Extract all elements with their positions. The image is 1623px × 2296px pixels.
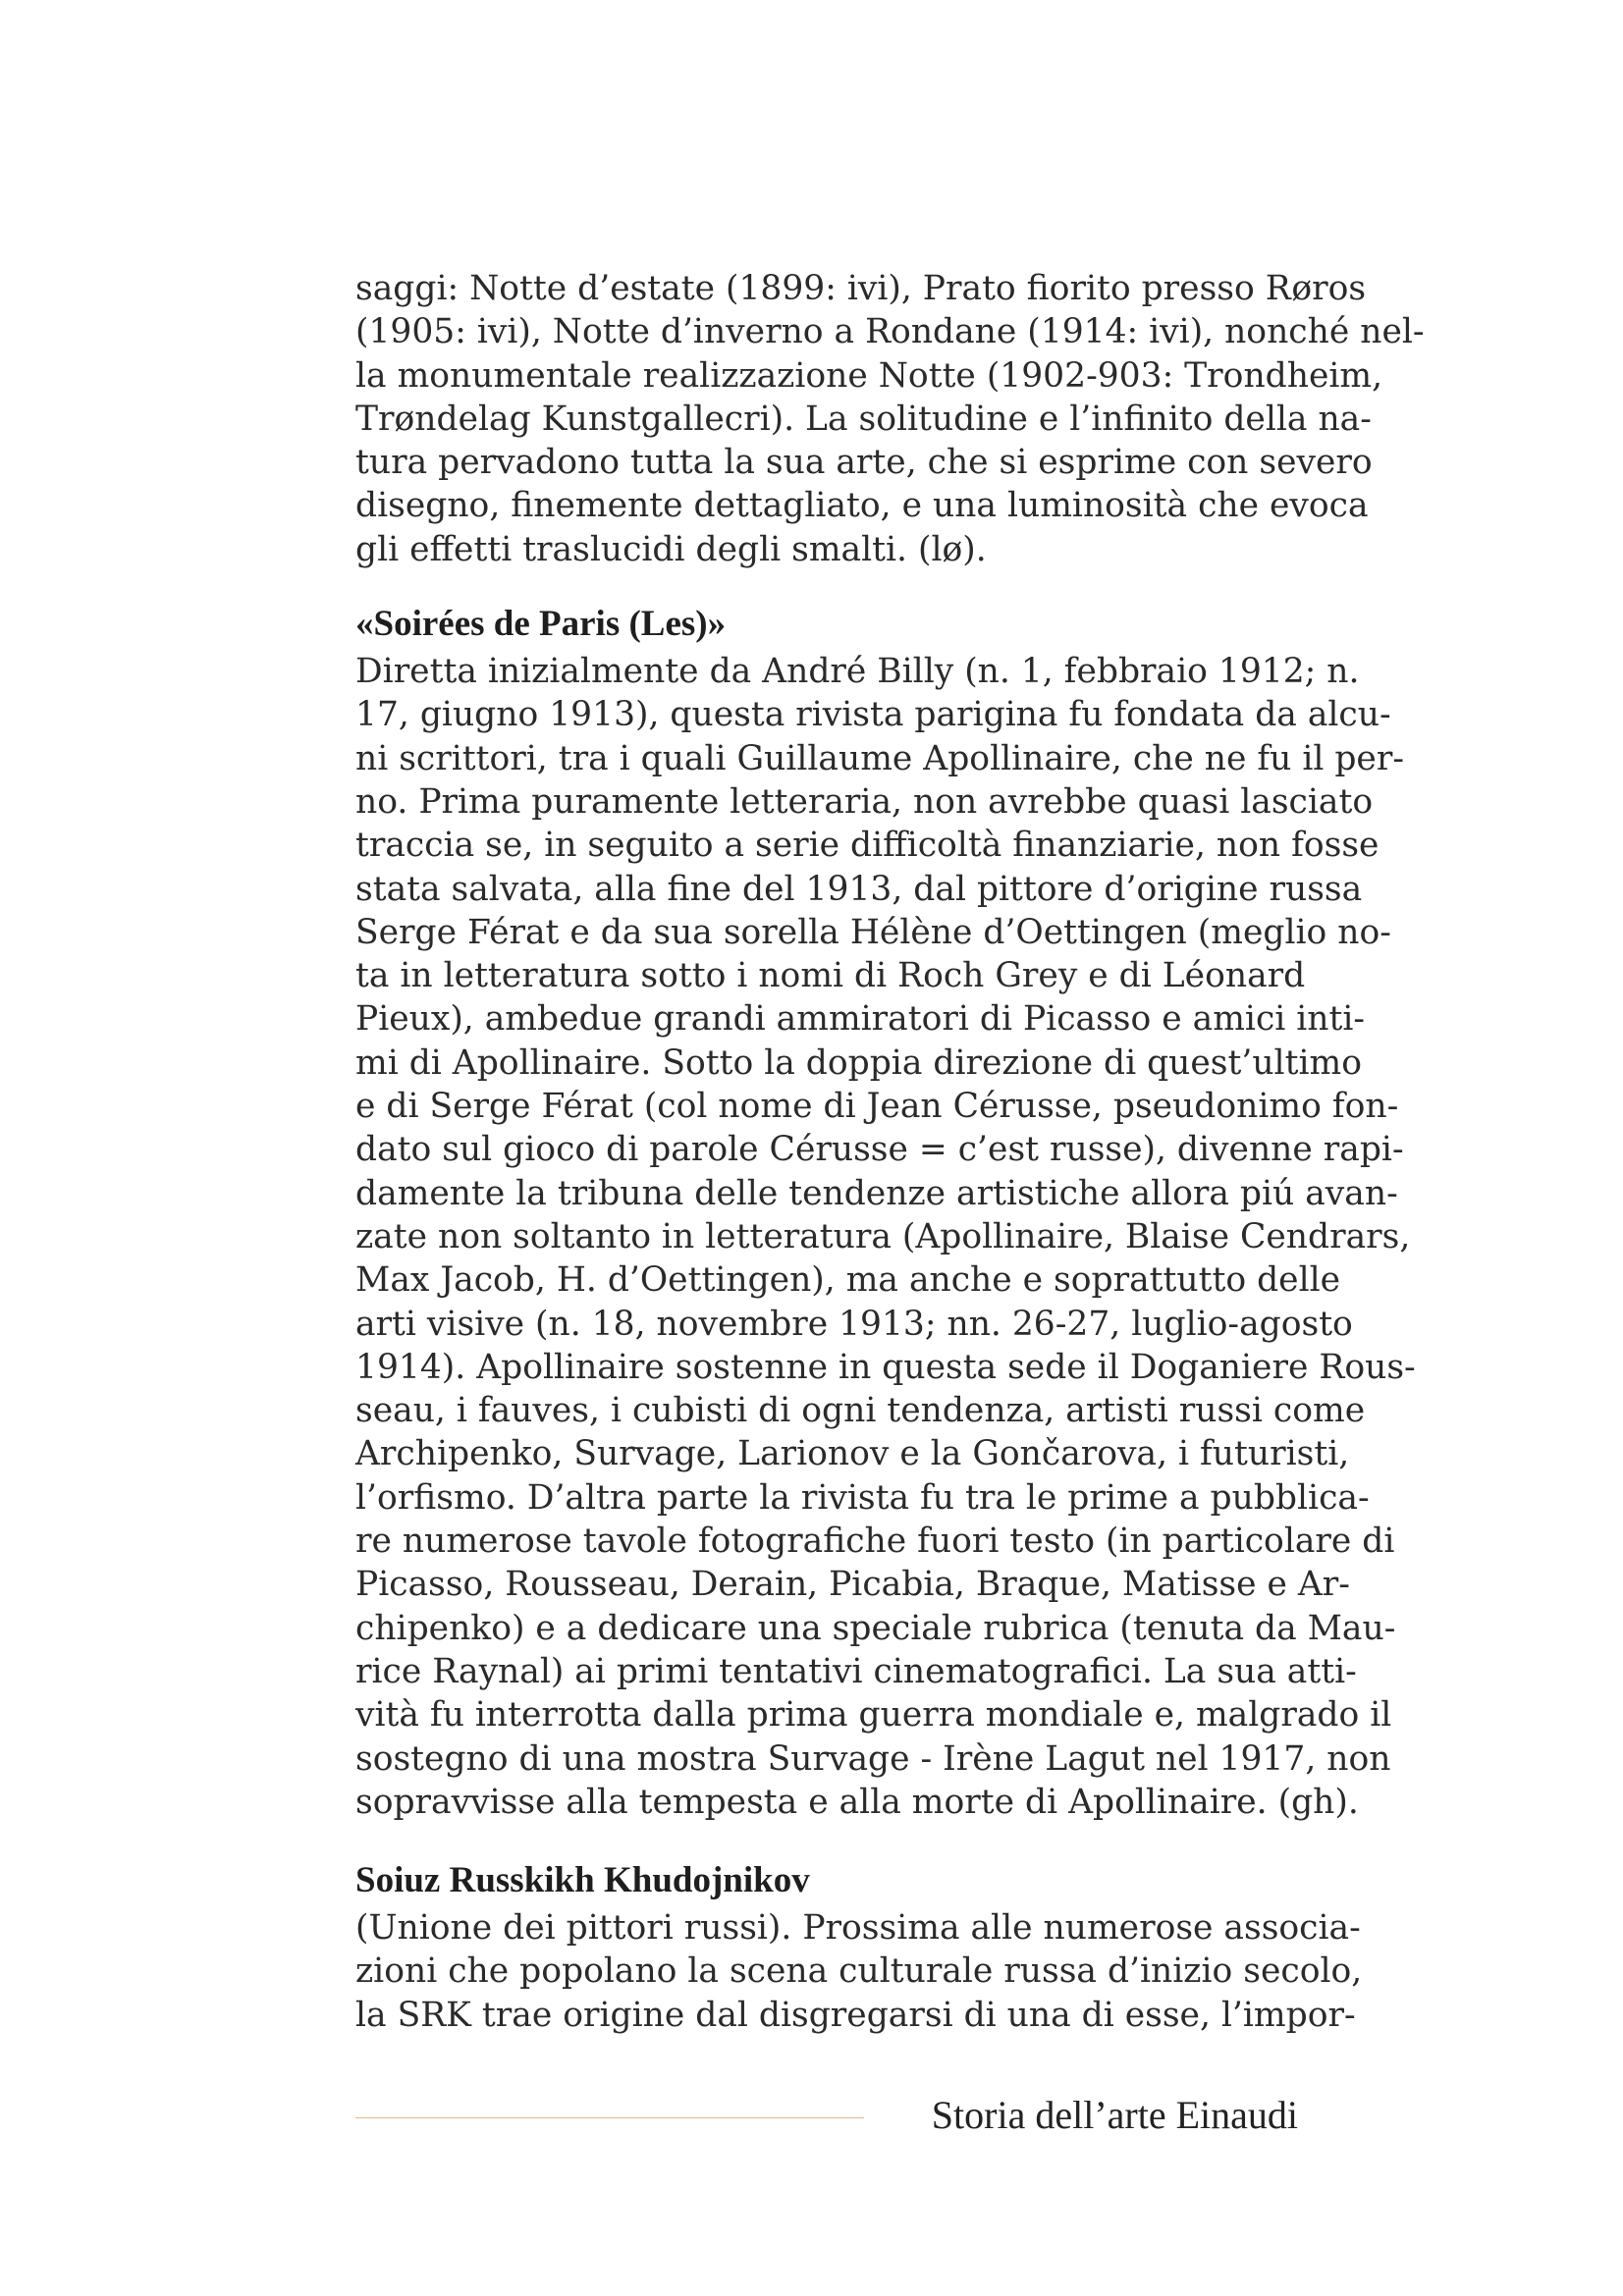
text-line: Trøndelag Kunstgallecri). La solitudine e l’infinito della na- — [355, 399, 1372, 439]
entry-heading: Soiuz Russkikh Khudojnikov — [355, 1860, 810, 1901]
text-line: chipenko) e a dedicare una speciale rubrica (tenuta da Mau- — [355, 1608, 1396, 1648]
text-line: traccia se, in seguito a serie difficoltà finanziarie, non fosse — [355, 826, 1380, 866]
entry-body — [355, 1906, 1363, 2037]
text-line: sopravvisse alla tempesta e alla morte di Apollinaire. (gh). — [355, 1782, 1359, 1822]
text-line: (Unione dei pittori russi). Prossima alle numerose associa- — [355, 1908, 1361, 1949]
text-column — [355, 267, 1425, 2037]
text-line: re numerose tavole fotografiche fuori testo (in particolare di — [355, 1522, 1395, 1562]
text-line: no. Prima puramente letteraria, non avrebbe quasi lasciato — [355, 781, 1374, 822]
text-line: damente la tribuna delle tendenze artistiche allora piú avan- — [355, 1173, 1398, 1213]
text-line: Archipenko, Survage, Larionov e la Gončarova, i futuristi, — [355, 1434, 1350, 1474]
text-line: ta in letteratura sotto i nomi di Roch Grey e di Léonard — [355, 956, 1306, 996]
text-line: la SRK trae origine dal disgregarsi di una di esse, l’impor- — [355, 1995, 1356, 2035]
text-line: l’orfismo. D’altra parte la rivista fu tra le prime a pubblica- — [355, 1477, 1370, 1518]
text-line: Picasso, Rousseau, Derain, Picabia, Braque, Matisse e Ar- — [355, 1565, 1350, 1605]
text-line: seau, i fauves, i cubisti di ogni tendenza, artisti russi come — [355, 1391, 1366, 1431]
text-line: zate non soltanto in letteratura (Apollinaire, Blaise Cendrars, — [355, 1216, 1411, 1256]
text-line: gli effetti traslucidi degli smalti. (lø). — [355, 529, 987, 569]
text-line: mi di Apollinaire. Sotto la doppia direzione di quest’ultimo — [355, 1042, 1362, 1083]
text-line: vità fu interrotta dalla prima guerra mondiale e, malgrado il — [355, 1695, 1392, 1735]
text-line: e di Serge Férat (col nome di Jean Cérusse, pseudonimo fon- — [355, 1087, 1399, 1127]
text-line: zioni che popolano la scena culturale russa d’inizio secolo, — [355, 1951, 1363, 1992]
text-line: dato sul gioco di parole Cérusse = c’est russe), divenne rapi- — [355, 1130, 1404, 1170]
entry-body — [355, 650, 1416, 1824]
text-line: (1905: ivi), Notte d’inverno a Rondane (1914: ivi), nonché nel- — [355, 312, 1425, 352]
footer-publication-title: Storia dell’arte Einaudi — [931, 2093, 1298, 2137]
text-line: tura pervadono tutta la sua arte, che si esprime con severo — [355, 443, 1373, 483]
text-line: sostegno di una mostra Survage - Irène Lagut nel 1917, non — [355, 1738, 1391, 1779]
continuation-paragraph — [355, 267, 1425, 571]
text-line: Pieux), ambedue grandi ammiratori di Picasso e amici inti- — [355, 999, 1366, 1040]
text-line: disegno, finemente dettagliato, e una luminosità che evoca — [355, 486, 1369, 526]
entry-heading: «Soirées de Paris (Les)» — [355, 604, 727, 645]
text-line: la monumentale realizzazione Notte (1902-903: Trondheim, — [355, 355, 1383, 396]
text-line: stata salvata, alla fine del 1913, dal pittore d’origine russa — [355, 869, 1363, 909]
footer-divider — [355, 2117, 864, 2118]
text-line: saggi: Notte d’estate (1899: ivi), Prato fiorito presso Røros — [355, 269, 1367, 308]
text-line: Max Jacob, H. d’Oettingen), ma anche e soprattutto delle — [355, 1260, 1341, 1301]
text-line: Serge Férat e da sua sorella Hélène d’Oettingen (meglio no- — [355, 912, 1391, 952]
text-line: ni scrittori, tra i quali Guillaume Apollinaire, che ne fu il per- — [355, 738, 1405, 778]
text-line: 1914). Apollinaire sostenne in questa sede il Doganiere Rous- — [355, 1347, 1416, 1387]
text-line: 17, giugno 1913), questa rivista parigina fu fondata da alcu- — [355, 695, 1391, 735]
text-line: Diretta inizialmente da André Billy (n. 1, febbraio 1912; n. — [355, 652, 1360, 692]
text-line: arti visive (n. 18, novembre 1913; nn. 26-27, luglio-agosto — [355, 1304, 1353, 1344]
text-line: rice Raynal) ai primi tentativi cinematografici. La sua atti- — [355, 1651, 1357, 1691]
